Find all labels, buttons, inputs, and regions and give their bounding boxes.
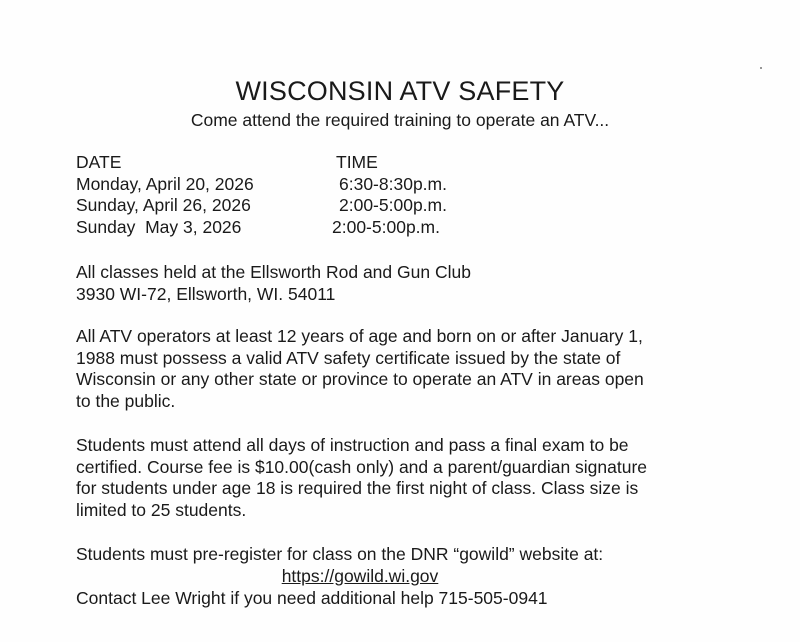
paragraph-line: limited to 25 students. — [76, 499, 247, 520]
paragraph-line: for students under age 18 is required the first night of class. Class size is — [76, 478, 639, 498]
paragraph-line: to the public. — [76, 390, 176, 411]
session-date: Sunday May 3, 2026 — [76, 216, 242, 237]
register-link-row — [0, 566, 800, 588]
gowild-link[interactable]: https://gowild.wi.gov — [281, 566, 439, 586]
session-time: 6:30-8:30p.m. — [339, 173, 447, 194]
session-time: 2:00-5:00p.m. — [332, 216, 440, 237]
flyer-subtitle: Come attend the required training to operate an ATV... — [190, 110, 610, 130]
contact-line: Contact Lee Wright if you need additional help 715-505-0941 — [76, 588, 548, 608]
requirement-paragraph — [76, 326, 716, 412]
location-paragraph — [76, 262, 716, 305]
location-line: All classes held at the Ellsworth Rod and Gun Club — [76, 262, 471, 282]
paragraph-line: 1988 must possess a valid ATV safety certificate issued by the state of — [76, 347, 621, 368]
paragraph-line: certified. Course fee is $10.00(cash only) and a parent/guardian signature — [76, 456, 648, 477]
scan-speck — [760, 67, 762, 69]
address-line: 3930 WI-72, Ellsworth, WI. 54011 — [76, 283, 336, 304]
paragraph-line: All ATV operators at least 12 years of age and born on or after January 1, — [76, 326, 643, 346]
schedule-row — [76, 195, 576, 217]
session-date: Monday, April 20, 2026 — [76, 173, 254, 194]
date-header: DATE — [76, 152, 122, 172]
paragraph-line: Students must attend all days of instruction and pass a final exam to be — [76, 435, 629, 455]
schedule-header-row — [76, 152, 576, 174]
session-time: 2:00-5:00p.m. — [339, 195, 447, 215]
schedule-row — [76, 174, 576, 196]
time-header: TIME — [336, 152, 378, 172]
paragraph-line: Wisconsin or any other state or province to operate an ATV in areas open — [76, 369, 644, 389]
session-date: Sunday, April 26, 2026 — [76, 195, 251, 215]
register-line: Students must pre-register for class on the DNR “gowild” website at: — [76, 544, 604, 564]
schedule-table — [76, 152, 576, 238]
flyer-title: WISCONSIN ATV SAFETY — [235, 76, 565, 106]
course-paragraph — [76, 435, 716, 521]
schedule-row — [76, 217, 576, 239]
